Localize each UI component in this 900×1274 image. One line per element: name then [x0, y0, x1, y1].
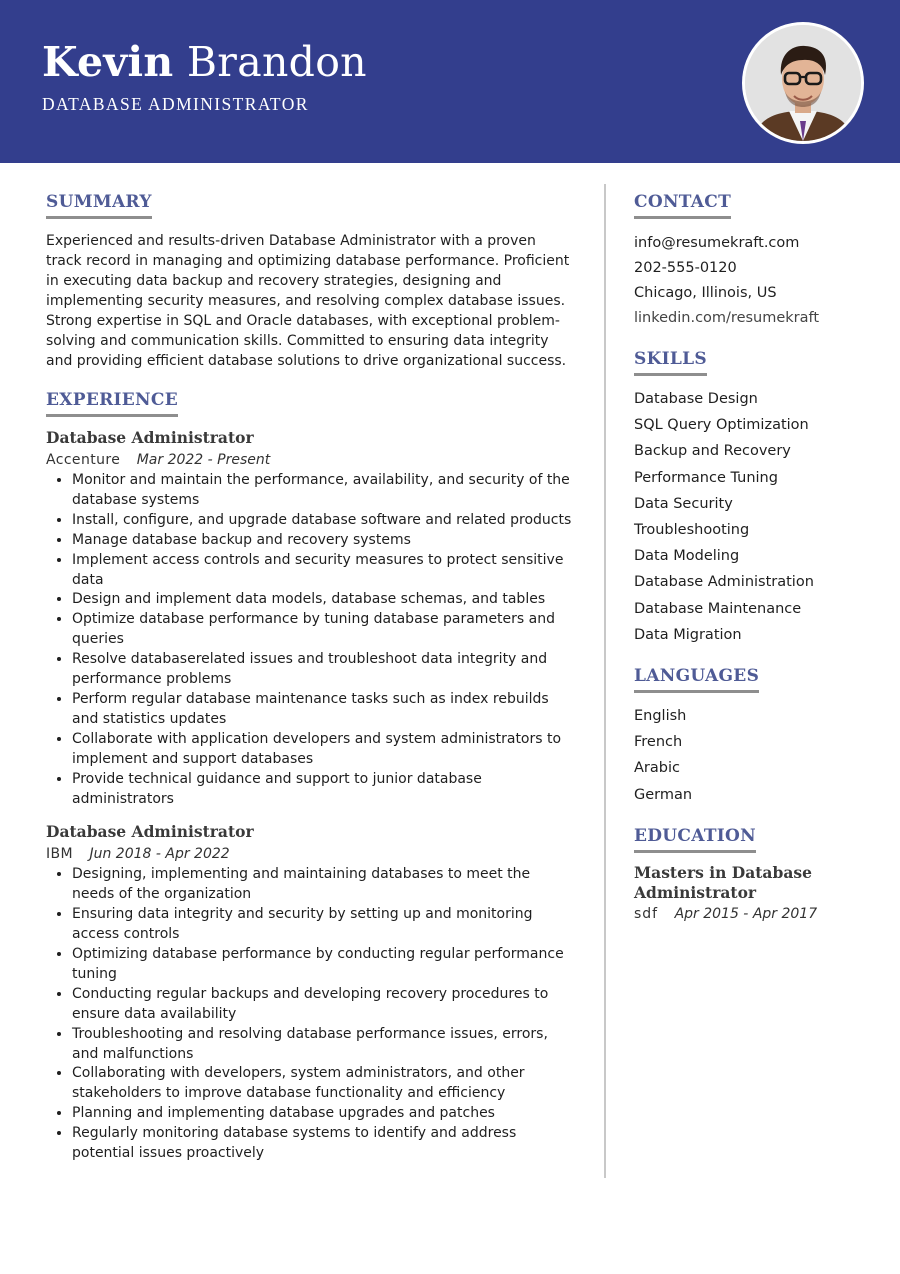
skill-item: Performance Tuning [634, 469, 778, 486]
contact-heading: CONTACT [634, 192, 731, 219]
main-column [46, 192, 574, 1164]
job-dates: Mar 2022 - Present [136, 452, 271, 468]
experience-entry [46, 821, 574, 1164]
language-item: Arabic [634, 760, 680, 777]
languages-heading: LANGUAGES [634, 666, 759, 693]
header-banner [0, 0, 900, 163]
education-heading: EDUCATION [634, 826, 756, 853]
job-bullet: • Planning and implementing database upgrades and patches [72, 1104, 574, 1124]
education-meta [634, 903, 874, 925]
job-bullet: • Optimize database performance by tuning database parameters and queries [72, 610, 574, 650]
skill-item: Data Modeling [634, 548, 740, 565]
job-title: Database Administrator [46, 428, 254, 447]
job-bullet: • Collaborating with developers, system administrators, and other stakeholders to improve database functionality and efficiency [72, 1064, 574, 1104]
contact-section [634, 192, 874, 331]
education-dates: Apr 2015 - Apr 2017 [674, 905, 818, 922]
job-bullet: • Perform regular database maintenance tasks such as index rebuilds and statistics updates [72, 690, 574, 730]
skill-item: Database Administration [634, 574, 814, 591]
candidate-job-title: DATABASE ADMINISTRATOR [42, 94, 309, 114]
languages-section [634, 666, 874, 808]
contact-location: Chicago, Illinois, US [634, 285, 777, 301]
experience-section [46, 390, 574, 1164]
contact-email[interactable]: info@resumekraft.com [634, 235, 800, 251]
job-bullet: • Monitor and maintain the performance, availability, and security of the database systems [72, 471, 574, 511]
experience-heading: EXPERIENCE [46, 390, 178, 417]
experience-entry [46, 427, 574, 809]
contact-linkedin-link[interactable]: linkedin.com/resumekraft [634, 310, 820, 326]
company-name: IBM [46, 846, 74, 863]
job-bullet: • Manage database backup and recovery systems [72, 531, 574, 551]
company-name: Accenture [46, 452, 121, 468]
sidebar-column [634, 192, 874, 925]
profile-photo [742, 22, 864, 144]
job-bullet: • Install, configure, and upgrade database software and related products [72, 511, 574, 531]
job-bullet: • Collaborate with application developers and system administrators to implement and support databases [72, 730, 574, 770]
skill-item: SQL Query Optimization [634, 417, 809, 434]
language-item: French [634, 734, 683, 751]
skill-item: Data Migration [634, 626, 742, 643]
skill-item: Data Security [634, 495, 733, 512]
last-name: Brandon [186, 38, 367, 86]
summary-section [46, 192, 574, 371]
skill-item: Backup and Recovery [634, 443, 791, 460]
job-bullet: • Designing, implementing and maintaining databases to meet the needs of the organization [72, 865, 574, 905]
job-bullet: • Ensuring data integrity and security by setting up and monitoring access controls [72, 905, 574, 945]
job-bullet: • Implement access controls and security measures to protect sensitive data [72, 551, 574, 591]
candidate-name [42, 38, 367, 86]
summary-text: Experienced and results-driven Database Administrator with a proven track record in managing and optimizing database performance. Proficient in executing data backup and recovery strategies, designing and implementing security measures, and resolving complex database issues. Strong expertise in SQL and Oracle databases, with exceptional problem-solving and communication skills. Committed to ensuring data integrity and providing efficient database solutions to drive organizational success. [46, 233, 570, 369]
job-bullets [46, 471, 574, 809]
skill-item: Database Design [634, 391, 758, 407]
skill-item: Database Maintenance [634, 600, 802, 617]
job-bullets [46, 865, 574, 1164]
column-divider [604, 184, 606, 1178]
job-dates: Jun 2018 - Apr 2022 [89, 846, 230, 863]
language-item: German [634, 786, 693, 803]
profile-portrait-icon [745, 25, 861, 141]
job-meta [46, 449, 574, 471]
job-bullet: • Conducting regular backups and developing recovery procedures to ensure data availability [72, 985, 574, 1025]
skill-item: Troubleshooting [634, 522, 750, 539]
job-bullet: • Regularly monitoring database systems to identify and address potential issues proactively [72, 1124, 574, 1164]
skills-section [634, 349, 874, 648]
job-meta [46, 843, 574, 865]
education-degree: Masters in Database Administrator [634, 862, 812, 902]
language-item: English [634, 708, 687, 725]
job-bullet: • Provide technical guidance and support to junior database administrators [72, 770, 574, 810]
job-title: Database Administrator [46, 822, 254, 842]
education-section [634, 826, 874, 925]
job-bullet: • Optimizing database performance by conducting regular performance tuning [72, 945, 574, 985]
first-name: Kevin [42, 38, 174, 86]
skills-heading: SKILLS [634, 349, 707, 376]
summary-heading: SUMMARY [46, 192, 152, 219]
education-school: sdf [634, 905, 659, 922]
contact-phone: 202-555-0120 [634, 260, 737, 276]
job-bullet: • Resolve databaserelated issues and troubleshoot data integrity and performance problems [72, 650, 574, 690]
job-bullet: • Troubleshooting and resolving database performance issues, errors, and malfunctions [72, 1025, 574, 1065]
job-bullet: • Design and implement data models, database schemas, and tables [72, 590, 574, 610]
